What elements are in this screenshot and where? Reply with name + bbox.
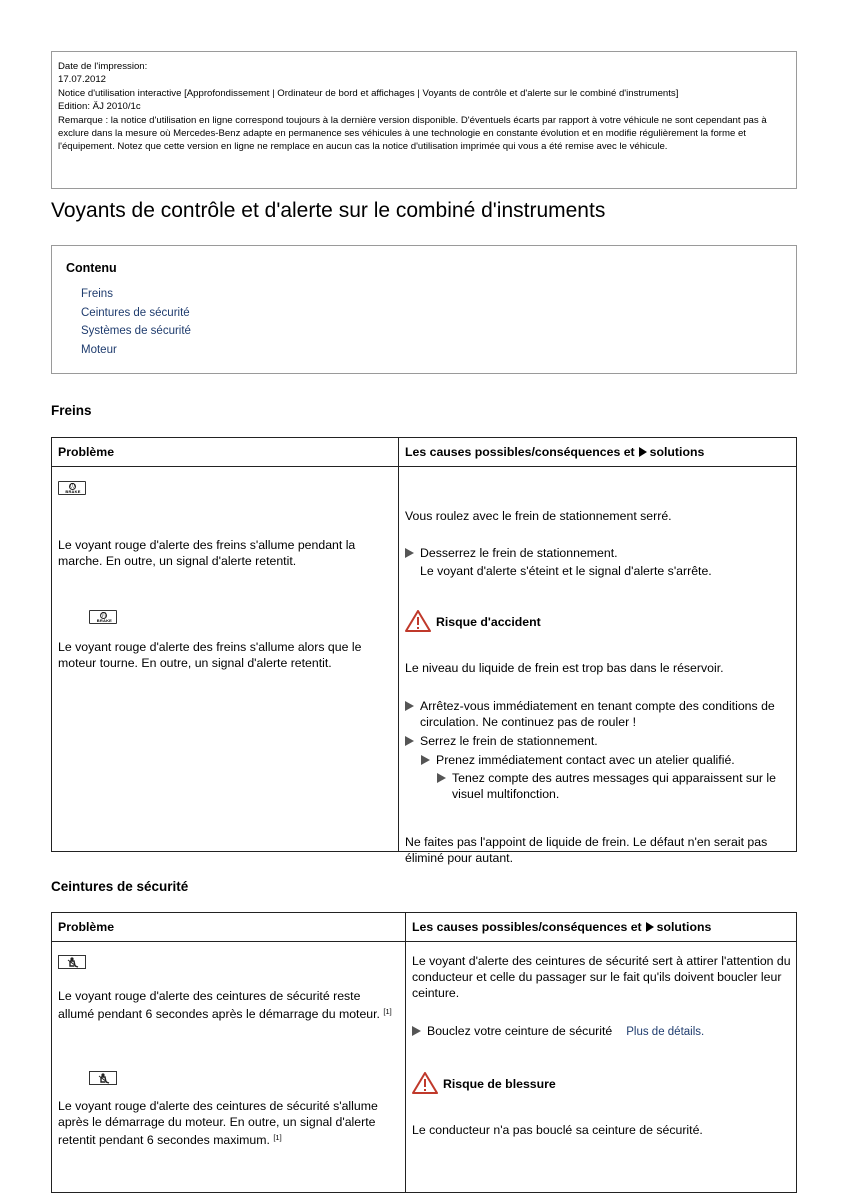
- col-header-causes: Les causes possibles/conséquences et solutions: [406, 913, 797, 942]
- print-date-label: Date de l'impression:: [58, 61, 148, 72]
- footnote-ref[interactable]: [1]: [383, 1007, 392, 1016]
- ceintures-causes-cell: [406, 942, 797, 1193]
- remark: Remarque : la notice d'utilisation en ligne correspond toujours à la dernière version disponible. D'éventuels écarts par rapport à votre véhicule ne sont cependant pas à exclure dans la mesure où Mercedes-Benz adapte en permanence ses véhicules à une technologie en constante évolution et en modifie régulièrement la forme et l'équipement. Notez que cette version en ligne ne remplace en aucun cas la notice d'utilisation imprimée qui vous a été remise avec le véhicule.: [58, 114, 767, 153]
- section-title-freins: Freins: [51, 403, 92, 418]
- ceintures-cause-2: Le conducteur n'a pas bouclé sa ceinture de sécurité.: [412, 1123, 703, 1137]
- bullet-arrow-icon: [421, 755, 430, 765]
- more-details-link[interactable]: Plus de détails: [626, 1026, 702, 1038]
- freins-problem-1: Le voyant rouge d'alerte des freins s'allume pendant la marche. En outre, un signal d'alerte retentit.: [58, 538, 356, 568]
- freins-problem-cell: [52, 467, 399, 852]
- toc-link-moteur[interactable]: Moteur: [81, 343, 117, 356]
- ceintures-problem-1: Le voyant rouge d'alerte des ceintures de sécurité reste allumé pendant 6 secondes après le démarrage du moteur. [1]: [58, 989, 392, 1021]
- bullet-arrow-icon: [405, 701, 414, 711]
- breadcrumb: Notice d'utilisation interactive [Approfondissement | Ordinateur de bord et affichages | Voyants de contrôle et d'alerte sur le combiné d'instruments]: [58, 87, 679, 99]
- edition: Edition: ÄJ 2010/1c: [58, 101, 141, 113]
- bullet-arrow-icon: [437, 773, 446, 783]
- toc-link-systemes[interactable]: Systèmes de sécurité: [81, 325, 191, 337]
- ceintures-cause-1: Le voyant d'alerte des ceintures de sécurité sert à attirer l'attention du conducteur et celle du passager sur le fait qu'ils doivent boucler leur ceinture.: [412, 954, 791, 1000]
- warning-triangle-icon: [412, 1072, 438, 1094]
- ceintures-problem-2: Le voyant rouge d'alerte des ceintures de sécurité s'allume après le démarrage du moteur. En outre, un signal d'alerte retentit pendant 6 secondes maximum. [1]: [58, 1099, 378, 1147]
- bullet-arrow-icon: [405, 548, 414, 558]
- play-triangle-icon: [646, 922, 654, 932]
- freins-step-1-result: Le voyant d'alerte s'éteint et le signal d'alerte s'arrête.: [420, 564, 712, 578]
- toc-heading: Contenu: [66, 261, 117, 275]
- toc-link-freins[interactable]: Freins: [81, 288, 113, 300]
- warning-accident: Risque d'accident: [405, 614, 541, 630]
- ceintures-step-1: Bouclez votre ceinture de sécurité Plus de détails.: [412, 1023, 794, 1040]
- col-header-causes: Les causes possibles/conséquences et solutions: [399, 438, 797, 467]
- freins-step-2d-text: Tenez compte des autres messages qui apparaissent sur le visuel multifonction.: [452, 771, 776, 801]
- col-header-problem: Problème: [52, 913, 406, 942]
- bullet-arrow-icon: [405, 736, 414, 746]
- brake-warning-icon: (!) BRAKE: [89, 610, 117, 624]
- col-header-problem: Problème: [52, 438, 399, 467]
- seatbelt-warning-icon: [89, 1071, 117, 1085]
- play-triangle-icon: [639, 447, 647, 457]
- page-title: Voyants de contrôle et d'alerte sur le combiné d'instruments: [51, 199, 606, 222]
- toc-link-ceintures[interactable]: Ceintures de sécurité: [81, 306, 190, 319]
- freins-problem-2: Le voyant rouge d'alerte des freins s'allume alors que le moteur tourne. En outre, un signal d'alerte retentit.: [58, 640, 362, 670]
- freins-cause-1: Vous roulez avec le frein de stationnement serré.: [405, 509, 672, 523]
- table-of-contents: [51, 245, 797, 374]
- warning-triangle-icon: [405, 610, 431, 632]
- brake-warning-icon: (!) BRAKE: [58, 481, 86, 495]
- print-info-box: [51, 51, 797, 189]
- freins-step-2c: Prenez immédiatement contact avec un atelier qualifié.: [421, 752, 790, 768]
- section-title-ceintures: Ceintures de sécurité: [51, 879, 189, 894]
- seatbelt-warning-icon: [58, 955, 86, 969]
- bullet-arrow-icon: [412, 1026, 421, 1036]
- footnote-ref[interactable]: [1]: [273, 1133, 282, 1142]
- freins-note: Ne faites pas l'appoint de liquide de frein. Le défaut n'en serait pas éliminé pour autant.: [405, 835, 768, 865]
- freins-step-1: Desserrez le frein de stationnement.: [405, 545, 790, 561]
- freins-table: [51, 437, 797, 865]
- ceintures-table: [51, 912, 797, 1193]
- warning-injury: Risque de blessure: [412, 1076, 556, 1092]
- print-date: 17.07.2012: [58, 74, 107, 86]
- freins-cause-2: Le niveau du liquide de frein est trop bas dans le réservoir.: [405, 661, 724, 675]
- freins-step-2a-text: Arrêtez-vous immédiatement en tenant compte des conditions de circulation. Ne continuez pas de rouler !: [420, 699, 775, 729]
- freins-step-2b: Serrez le frein de stationnement.: [405, 733, 790, 749]
- ceintures-problem-cell: [52, 942, 406, 1193]
- freins-causes-cell: [399, 467, 797, 865]
